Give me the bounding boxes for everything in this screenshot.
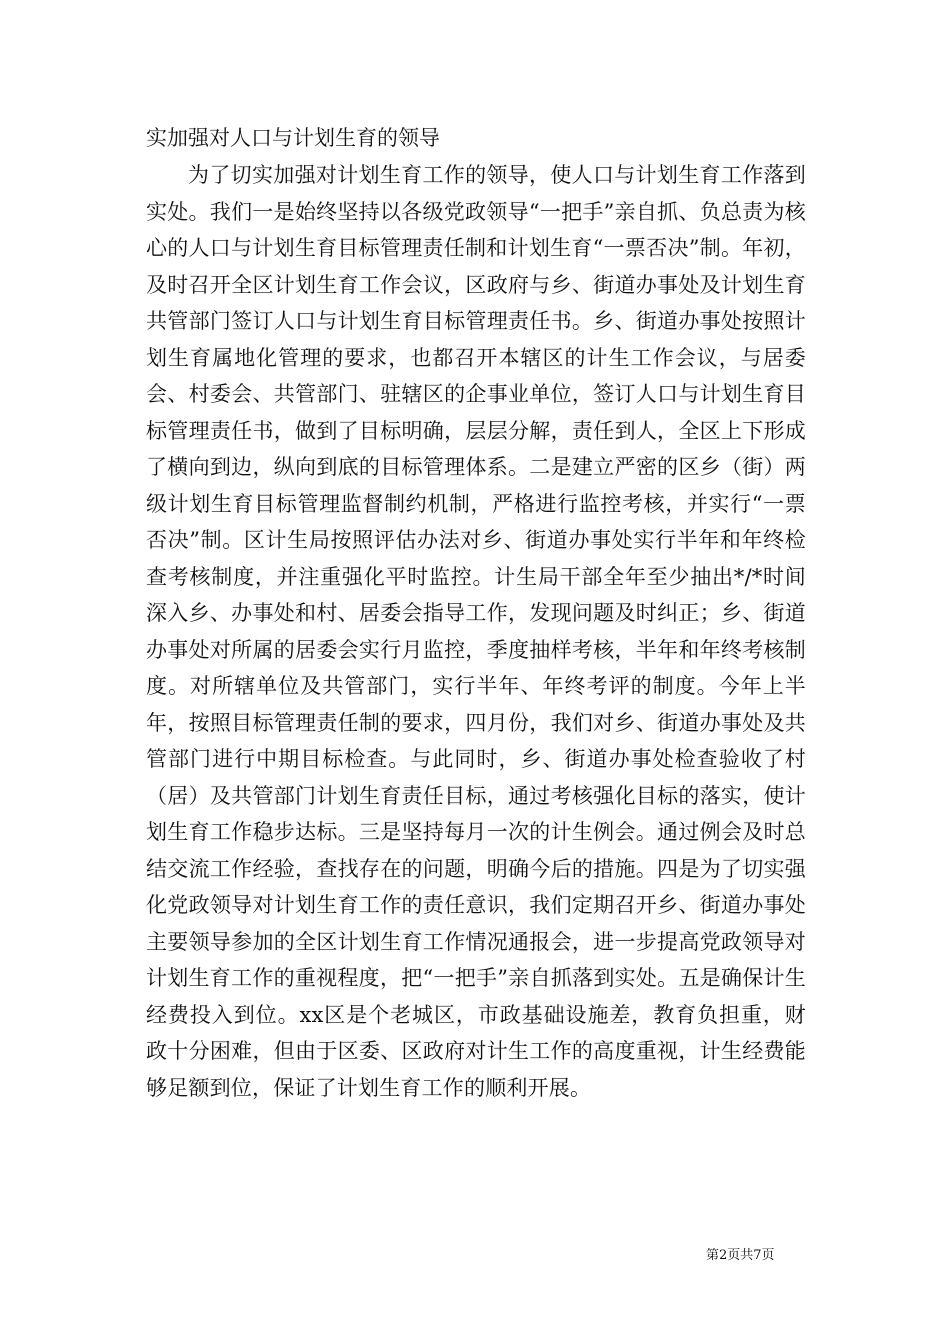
page-number: 第2页共7页: [706, 1248, 775, 1263]
section-heading: 实加强对人口与计划生育的领导: [146, 126, 440, 150]
body-paragraph: 为了切实加强对计划生育工作的领导，使人口与计划生育工作落到实处。我们一是始终坚持以各级党政领导“一把手”亲自抓、负总责为核心的人口与计划生育目标管理责任制和计划生育“一票否决”制。年初，及时召开全区计划生育工作会议，区政府与乡、街道办事处及计划生育共管部门签订人口与计划生育目标管理责任书。乡、街道办事处按照计划生育属地化管理的要求，也都召开本辖区的计生工作会议，与居委会、村委会、共管部门、驻辖区的企事业单位，签订人口与计划生育目标管理责任书，做到了目标明确，层层分解，责任到人，全区上下形成了横向到边，纵向到底的目标管理体系。二是建立严密的区乡（街）两级计划生育目标管理监督制约机制，严格进行监控考核，并实行“一票否决”制。区计生局按照评估办法对乡、街道办事处实行半年和年终检查考核制度，并注重强化平时监控。计生局干部全年至少抽出*/*时间深入乡、办事处和村、居委会指导工作，发现问题及时纠正；乡、街道办事处对所属的居委会实行月监控，季度抽样考核，半年和年终考核制度。对所辖单位及共管部门，实行半年、年终考评的制度。今年上半年，按照目标管理责任制的要求，四月份，我们对乡、街道办事处及共管部门进行中期目标检查。与此同时，乡、街道办事处检查验收了村（居）及共管部门计划生育责任目标，通过考核强化目标的落实，使计划生育工作稳步达标。三是坚持每月一次的计生例会。通过例会及时总结交流工作经验，查找存在的问题，明确今后的措施。四是为了切实强化党政领导对计划生育工作的责任意识，我们定期召开乡、街道办事处主要领导参加的全区计划生育工作情况通报会，进一步提高党政领导对计划生育工作的重视程度，把“一把手”亲自抓落到实处。五是确保计生经费投入到位。xx区是个老城区，市政基础设施差，教育负担重，财政十分困难，但由于区委、区政府对计生工作的高度重视，计生经费能够足额到位，保证了计划生育工作的顺利开展。: [146, 163, 806, 1100]
